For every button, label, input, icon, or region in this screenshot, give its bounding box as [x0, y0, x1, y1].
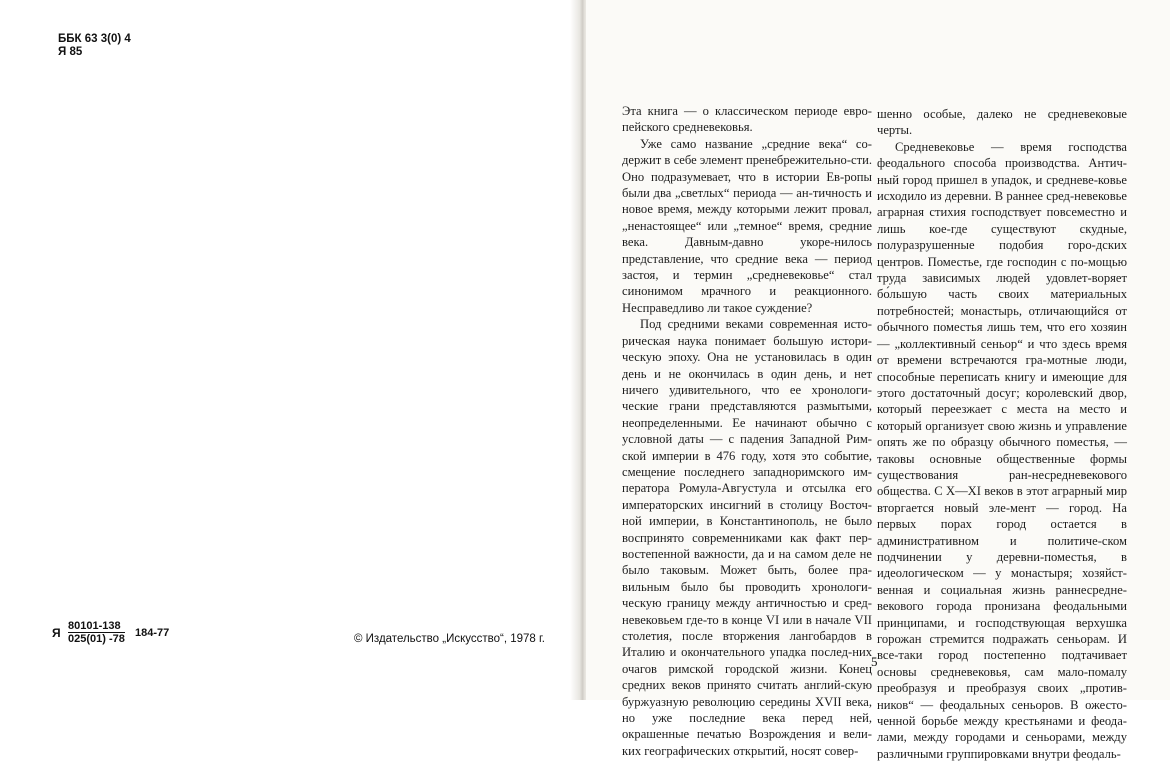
left-page: [0, 0, 578, 700]
catalog-prefix: Я: [52, 626, 61, 640]
page-number: 5: [871, 654, 878, 669]
bbk-line: ББК 63 3(0) 4: [58, 33, 131, 45]
catalog-numerator: 80101-138: [68, 620, 125, 633]
text-column-left: [622, 103, 872, 759]
paragraph: Под средними веками современная исто-рическая наука понимает большую истори-ческую эпоху. Она не установилась в один день и не окончилась в один день, и нет ничего удивительного, что ее хронологи-ческие грани представляются размытыми, неопределенными. Ее начинают обычно с условной даты — с падения Западной Рим-ской империи в 476 году, хотя это событие, смещение последнего западноримского им-ператора Ромула-Августула и отсылка его императорских инсигний в столицу Восточ-ной империи, в Константинополь, не было воспринято современниками как факт пер-востепенной важности, да и на самом деле не было таковым. Может быть, более пра-вильным было бы проводить хронологи-ческую границу между античностью и сред-невековьем где-то в конце VI или в начале VII столетия, после вторжения лангобардов в Италию и окончательного упадка послед-них очагов римской городской жизни. Конец средних веков принято считать англий-скую буржуазную революцию середины XVII века, но уже последние века перед ней, окрашенные печатью Возрождения и вели-ких географических открытий, носят совер-: [622, 317, 872, 758]
paragraph: Эта книга — о классическом периоде евро-пейского средневековья.: [622, 104, 872, 135]
paragraph: шенно особые, далеко не средневековые черты.: [877, 107, 1127, 138]
bbk-classification: [58, 33, 131, 59]
author-mark: Я 85: [58, 46, 83, 58]
catalog-number: 184-77: [135, 627, 170, 639]
catalog-fraction: [68, 620, 125, 645]
paragraph: Уже само название „средние века“ со-держит в себе элемент пренебрежительно-сти. Оно подразумевает, что в истории Ев-ропы были два „светлых“ периода — ан-тичность и новое время, между которыми лежит провал, „ненастоящее“ или „темное“ время, средние века. Давным-давно укоре-нилось представление, что средние века — период застоя, и термин „средневековье“ стал синонимом мрачного и реакционного. Несправедливо ли такое суждение?: [622, 136, 872, 315]
catalog-denominator: 025(01) -78: [68, 633, 125, 645]
copyright-notice: © Издательство „Искусство“, 1978 г.: [354, 633, 546, 645]
text-column-right: [877, 106, 1127, 762]
paragraph: Средневековье — время господства феодального способа производства. Антич-ный город пришел в упадок, и средневе-ковье исходило из деревни. В раннее сред-невековье аграрная стихия господствует повсеместно и лишь кое-где существуют скудные, полуразрушенные подобия горо-дских центров. Поместье, где господин с по-мощью труда зависимых людей удовлет-воряет бо́льшую часть своих материальных потребностей; монастырь, отличающийся от обычного поместья лишь тем, что его хозяин — „коллективный сеньор“ и что здесь время от времени встречаются гра-мотные люди, способные переписать книгу и имеющие для этого достаточный досуг; королевский двор, который переезжает с места на место и который организует свою жизнь и управление опять же по образцу обычного поместья, — таковы основные общественные формы существования ран-несредневекового общества. С X—XI веков в этот аграрный мир вторгается новый эле-мент — город. На первых порах город остается в административном и политиче-ском подчинении у деревни-поместья, в идеологическом — у монастыря; хозяйст-венная и социальная жизнь раннесредне-векового города пронизана феодальными принципами, и господствующая верхушка горожан стремится подражать сеньорам. И все-таки город постепенно подтачивает основы средневековья, сам мало-помалу преобразуя и преобразуя своих „против-ников“ — феодальных сеньоров. В ожесто-ченной борьбе между крестьянами и феода-лами, между городами и сеньорами, между различными группировками внутри феодаль-: [877, 139, 1127, 761]
